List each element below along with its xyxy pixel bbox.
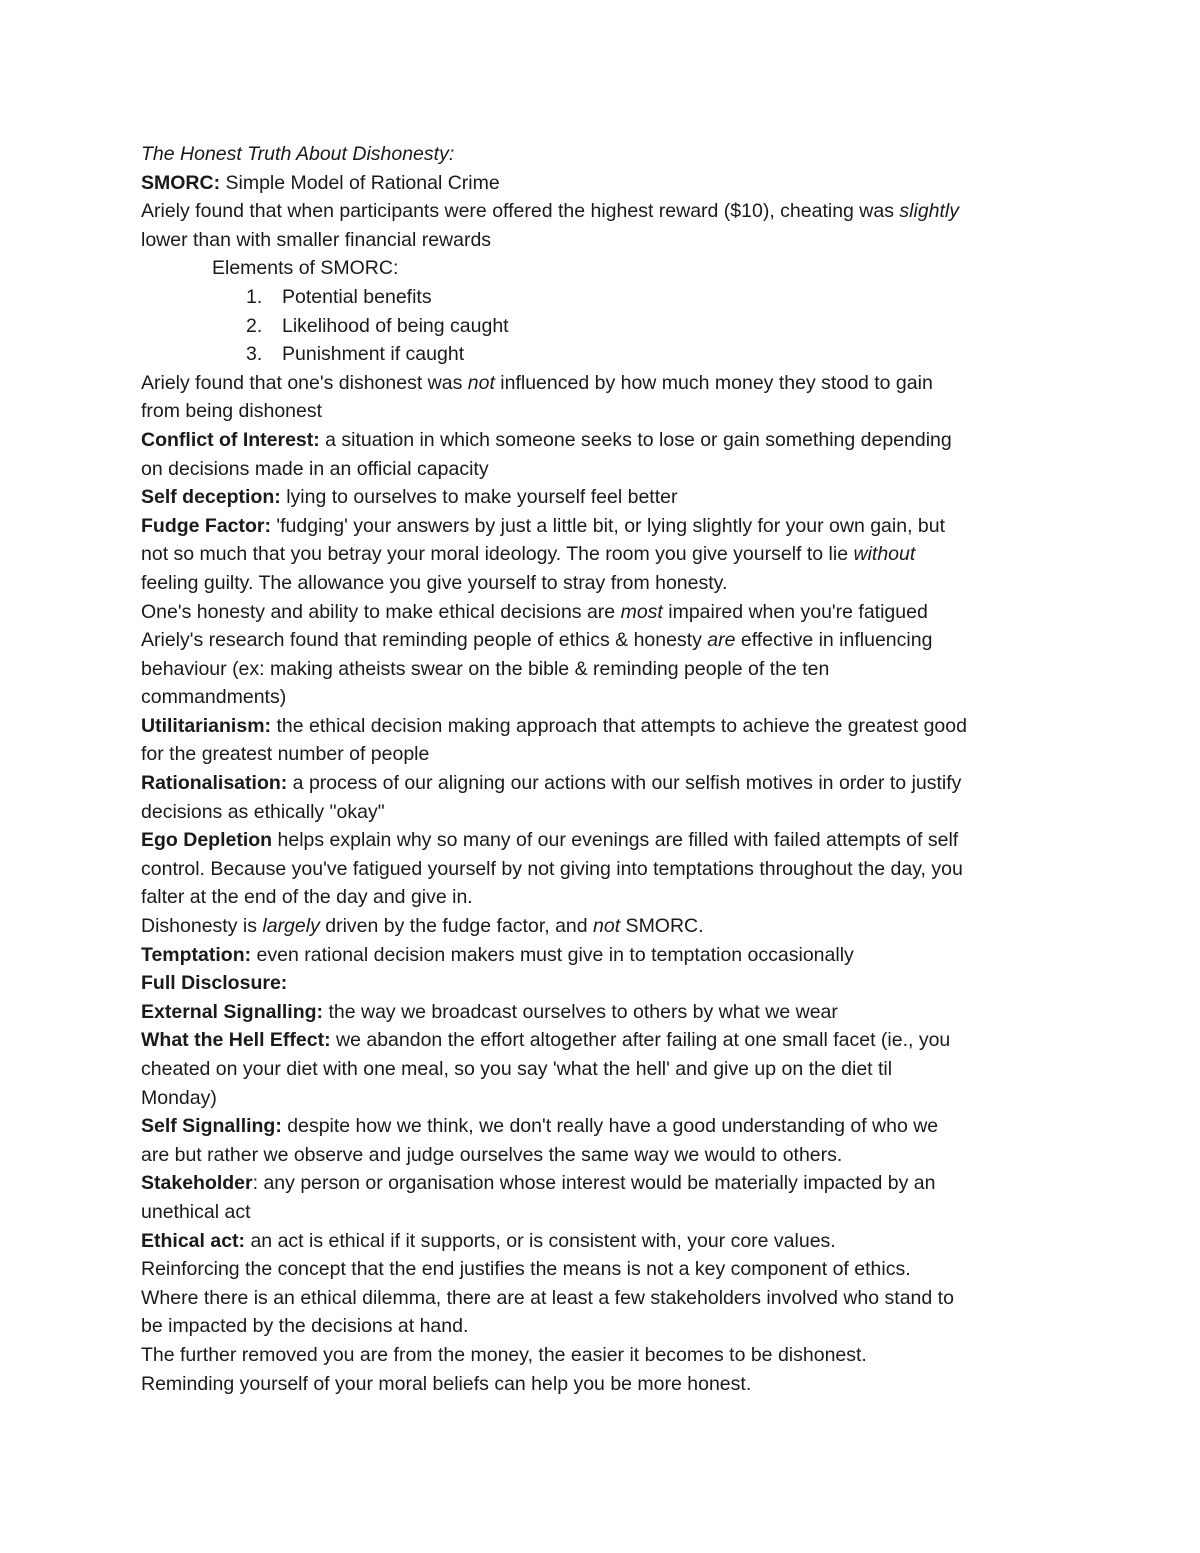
smorc-finding-line-1 <box>141 197 1071 226</box>
closing-line: The further removed you are from the money, the easier it becomes to be dishonest. <box>141 1343 867 1366</box>
reminding-note <box>141 626 1071 655</box>
closing-line: be impacted by the decisions at hand. <box>141 1315 469 1338</box>
text: driven by the fudge factor, and <box>319 915 594 938</box>
term: SMORC: <box>141 171 221 194</box>
definition-text: : any person or organisation whose interest would be materially impacted by an <box>252 1172 936 1195</box>
temptation-definition <box>141 941 1071 970</box>
emphasis: without <box>853 543 916 566</box>
list-number: 3. <box>246 343 263 366</box>
text: Ariely found that when participants were offered the highest reward ($10), cheating was <box>141 200 900 223</box>
elements-heading: Elements of SMORC: <box>212 257 399 280</box>
emphasis: are <box>707 629 736 652</box>
smorc-finding-line-2: lower than with smaller financial rewards <box>141 228 492 251</box>
term: Utilitarianism: <box>141 714 272 737</box>
smorc-finding2-line-2: from being dishonest <box>141 400 323 423</box>
text: effective in influencing <box>735 629 933 652</box>
document-title: The Honest Truth About Dishonesty: <box>141 143 455 165</box>
list-text: Likelihood of being caught <box>282 314 509 337</box>
external-signalling-definition <box>141 998 1071 1027</box>
definition-text: a process of our aligning our actions with our selfish motives in order to justify <box>287 772 962 795</box>
definition-text: the way we broadcast ourselves to others by what we wear <box>323 1000 838 1023</box>
list-text: Potential benefits <box>282 285 432 308</box>
text: impaired when you're fatigued <box>662 600 928 623</box>
term: Self Signalling: <box>141 1115 282 1138</box>
definition-text: the ethical decision making approach that attempts to achieve the greatest good <box>271 714 967 737</box>
text: Ariely's research found that reminding people of ethics & honesty <box>141 629 708 652</box>
emphasis: not <box>593 915 621 938</box>
what-the-hell-cont-1: cheated on your diet with one meal, so you say 'what the hell' and give up on the diet til <box>141 1058 893 1080</box>
rationalisation-definition <box>141 769 1071 798</box>
emphasis: largely <box>262 915 320 938</box>
term: Fudge Factor: <box>141 514 271 537</box>
self-signalling-definition <box>141 1112 1071 1141</box>
term: Temptation: <box>141 943 252 966</box>
list-item <box>141 340 1071 369</box>
conflict-definition-cont: on decisions made in an official capacity <box>141 457 489 480</box>
definition-text: Simple Model of Rational Crime <box>220 171 500 194</box>
closing-line: Where there is an ethical dilemma, there are at least a few stakeholders involved who stand to <box>141 1286 954 1309</box>
fudge-factor-cont-1 <box>141 540 1071 569</box>
self-deception-definition <box>141 483 1071 512</box>
stakeholder-definition <box>141 1169 1071 1198</box>
rationalisation-cont: decisions as ethically "okay" <box>141 800 385 823</box>
definition-text: an act is ethical if it supports, or is consistent with, your core values. <box>245 1229 836 1252</box>
definition-text: despite how we think, we don't really have a good understanding of who we <box>281 1115 939 1138</box>
definition-text: helps explain why so many of our evenings are filled with failed attempts of self <box>272 829 959 852</box>
utilitarianism-definition <box>141 712 1071 741</box>
term: Ego Depletion <box>141 829 273 852</box>
reminding-note-cont-2: commandments) <box>141 686 287 709</box>
term: Rationalisation: <box>141 772 288 795</box>
term: External Signalling: <box>141 1000 324 1023</box>
definition-text: a situation in which someone seeks to lose or gain something depending <box>319 428 952 451</box>
smorc-definition <box>141 169 1071 198</box>
definition-text: even rational decision makers must give in to temptation occasionally <box>251 943 854 966</box>
term: Ethical act: <box>141 1229 246 1252</box>
emphasis: not <box>467 371 495 394</box>
text: SMORC. <box>620 915 704 938</box>
term: What the Hell Effect: <box>141 1029 331 1052</box>
text: Ariely found that one's dishonest was <box>141 371 468 394</box>
fatigue-note <box>141 598 1071 627</box>
ego-depletion-definition <box>141 826 1071 855</box>
definition-text: 'fudging' your answers by just a little bit, or lying slightly for your own gain, but <box>271 514 946 537</box>
conflict-definition <box>141 426 1071 455</box>
emphasis: most <box>620 600 663 623</box>
term: Conflict of Interest: <box>141 428 320 451</box>
text: One's honesty and ability to make ethical decisions are <box>141 600 621 623</box>
list-number: 2. <box>246 314 263 337</box>
definition-text: lying to ourselves to make yourself feel better <box>280 486 678 509</box>
smorc-finding2-line-1 <box>141 369 1071 398</box>
list-item <box>141 283 1071 312</box>
text: influenced by how much money they stood to gain <box>494 371 933 394</box>
term: Self deception: <box>141 486 281 509</box>
fudge-factor-definition <box>141 512 1071 541</box>
list-number: 1. <box>246 285 263 308</box>
closing-line: Reminding yourself of your moral beliefs can help you be more honest. <box>141 1372 752 1395</box>
ego-depletion-cont-1: control. Because you've fatigued yourself by not giving into temptations throughout the day, you <box>141 857 963 880</box>
fudge-factor-cont-2: feeling guilty. The allowance you give yourself to stray from honesty. <box>141 571 728 594</box>
reminding-note-cont-1: behaviour (ex: making atheists swear on the bible & reminding people of the ten <box>141 657 830 680</box>
notes-body <box>141 140 1071 1398</box>
stakeholder-cont: unethical act <box>141 1200 251 1223</box>
text: not so much that you betray your moral ideology. The room you give yourself to lie <box>141 543 854 566</box>
list-item <box>141 312 1071 341</box>
emphasis: slightly <box>899 200 960 223</box>
driven-note <box>141 912 1071 941</box>
definition-text: we abandon the effort altogether after failing at one small facet (ie., you <box>330 1029 951 1052</box>
self-signalling-cont: are but rather we observe and judge ourselves the same way we would to others. <box>141 1143 843 1166</box>
closing-line: Reinforcing the concept that the end justifies the means is not a key component of ethics. <box>141 1258 911 1281</box>
text: Dishonesty is <box>141 915 263 938</box>
ethical-act-definition <box>141 1227 1071 1256</box>
term: Stakeholder <box>141 1172 253 1195</box>
utilitarianism-cont: for the greatest number of people <box>141 743 430 766</box>
what-the-hell-definition <box>141 1026 1071 1055</box>
full-disclosure-heading: Full Disclosure: <box>141 972 288 995</box>
what-the-hell-cont-2: Monday) <box>141 1086 217 1109</box>
list-text: Punishment if caught <box>282 343 465 366</box>
ego-depletion-cont-2: falter at the end of the day and give in. <box>141 886 473 909</box>
